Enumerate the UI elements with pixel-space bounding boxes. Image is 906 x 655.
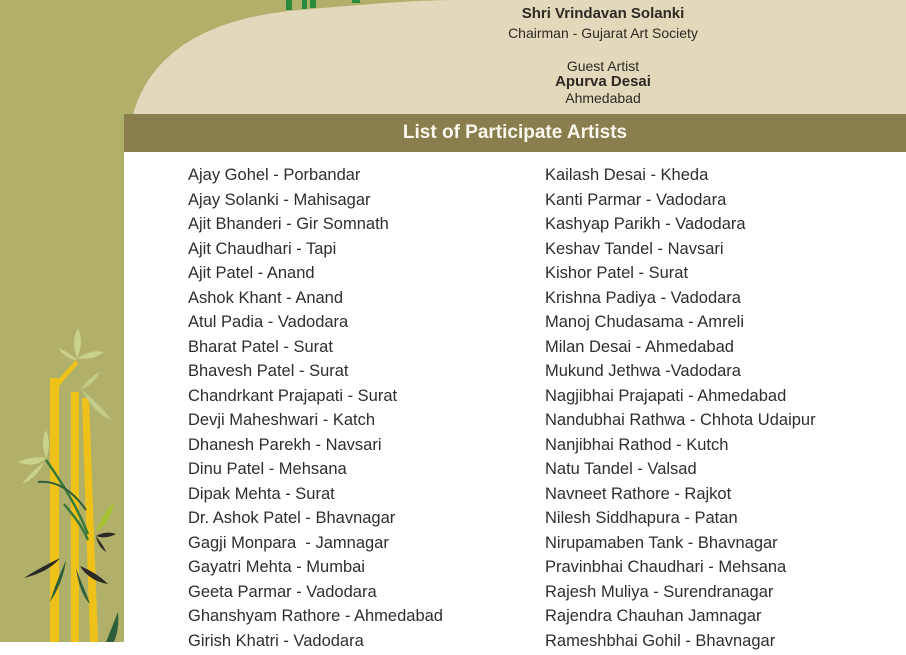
artist-item: Geeta Parmar - Vadodara	[188, 582, 443, 607]
artist-item: Natu Tandel - Valsad	[545, 459, 816, 484]
bamboo-leaf-dark	[96, 536, 106, 552]
bamboo-leaf-lime	[96, 502, 114, 532]
artist-item: Ajit Patel - Anand	[188, 263, 443, 288]
artist-item: Ghanshyam Rathore - Ahmedabad	[188, 606, 443, 631]
bamboo-leaf-light	[74, 328, 81, 358]
artist-item: Nagjibhai Prajapati - Ahmedabad	[545, 386, 816, 411]
artist-item: Kishor Patel - Surat	[545, 263, 816, 288]
bamboo-leaf-light	[80, 372, 100, 390]
guest-artist-label: Guest Artist	[300, 58, 906, 74]
artist-item: Chandrkant Prajapati - Surat	[188, 386, 443, 411]
artist-item: Gagji Monpara - Jamnagar	[188, 533, 443, 558]
artist-item: Bharat Patel - Surat	[188, 337, 443, 362]
artist-item: Pravinbhai Chaudhari - Mehsana	[545, 557, 816, 582]
artist-item: Nirupamaben Tank - Bhavnagar	[545, 533, 816, 558]
artist-item: Rameshbhai Gohil - Bhavnagar	[545, 631, 816, 655]
bamboo-leaf-green	[106, 612, 118, 642]
guest-artist-city: Ahmedabad	[300, 90, 906, 106]
artist-item: Rajendra Chauhan Jamnagar	[545, 606, 816, 631]
artist-item: Dinu Patel - Mehsana	[188, 459, 443, 484]
artist-item: Nandubhai Rathwa - Chhota Udaipur	[545, 410, 816, 435]
artist-item: Devji Maheshwari - Katch	[188, 410, 443, 435]
bamboo-leaf-light	[22, 462, 44, 484]
bamboo-leaf-light	[18, 457, 46, 464]
artist-item: Manoj Chudasama - Amreli	[545, 312, 816, 337]
artist-item: Keshav Tandel - Navsari	[545, 239, 816, 264]
artist-item: Atul Padia - Vadodara	[188, 312, 443, 337]
bamboo-leaf-light	[43, 430, 49, 458]
artist-item: Dhanesh Parekh - Navsari	[188, 435, 443, 460]
artist-item: Mukund Jethwa -Vadodara	[545, 361, 816, 386]
bamboo-illustration	[0, 320, 124, 642]
bamboo-stalk	[82, 398, 98, 642]
artist-item: Ashok Khant - Anand	[188, 288, 443, 313]
bamboo-leaf-dark	[96, 533, 116, 538]
artists-list-left	[188, 165, 443, 655]
artist-item: Gayatri Mehta - Mumbai	[188, 557, 443, 582]
artist-item: Rajesh Muliya - Surendranagar	[545, 582, 816, 607]
artist-item: Ajay Solanki - Mahisagar	[188, 190, 443, 215]
artist-item: Kailash Desai - Kheda	[545, 165, 816, 190]
guest-artist-name: Apurva Desai	[300, 73, 906, 90]
artist-item: Bhavesh Patel - Surat	[188, 361, 443, 386]
bamboo-branch	[56, 360, 78, 386]
artist-item: Dr. Ashok Patel - Bhavnagar	[188, 508, 443, 533]
artist-item: Ajay Gohel - Porbandar	[188, 165, 443, 190]
bamboo-leaf-light	[77, 351, 104, 359]
bamboo-top-stalk-4	[352, 0, 360, 3]
artist-item: Ajit Bhanderi - Gir Somnath	[188, 214, 443, 239]
artist-item: Navneet Rathore - Rajkot	[545, 484, 816, 509]
artist-item: Girish Khatri - Vadodara	[188, 631, 443, 655]
artist-item: Nilesh Siddhapura - Patan	[545, 508, 816, 533]
section-title: List of Participate Artists	[124, 122, 906, 144]
bamboo-top-stalk-1	[286, 0, 292, 10]
bamboo-stalk	[50, 378, 59, 642]
artists-list-right	[545, 165, 816, 655]
artist-item: Krishna Padiya - Vadodara	[545, 288, 816, 313]
chief-guest-name: Shri Vrindavan Solanki	[300, 5, 906, 22]
artist-item: Kashyap Parikh - Vadodara	[545, 214, 816, 239]
section-title-band	[124, 114, 906, 152]
artist-item: Kanti Parmar - Vadodara	[545, 190, 816, 215]
artist-item: Nanjibhai Rathod - Kutch	[545, 435, 816, 460]
chief-guest-role: Chairman - Gujarat Art Society	[300, 25, 906, 41]
artist-item: Ajit Chaudhari - Tapi	[188, 239, 443, 264]
artist-item: Milan Desai - Ahmedabad	[545, 337, 816, 362]
artist-item: Dipak Mehta - Surat	[188, 484, 443, 509]
